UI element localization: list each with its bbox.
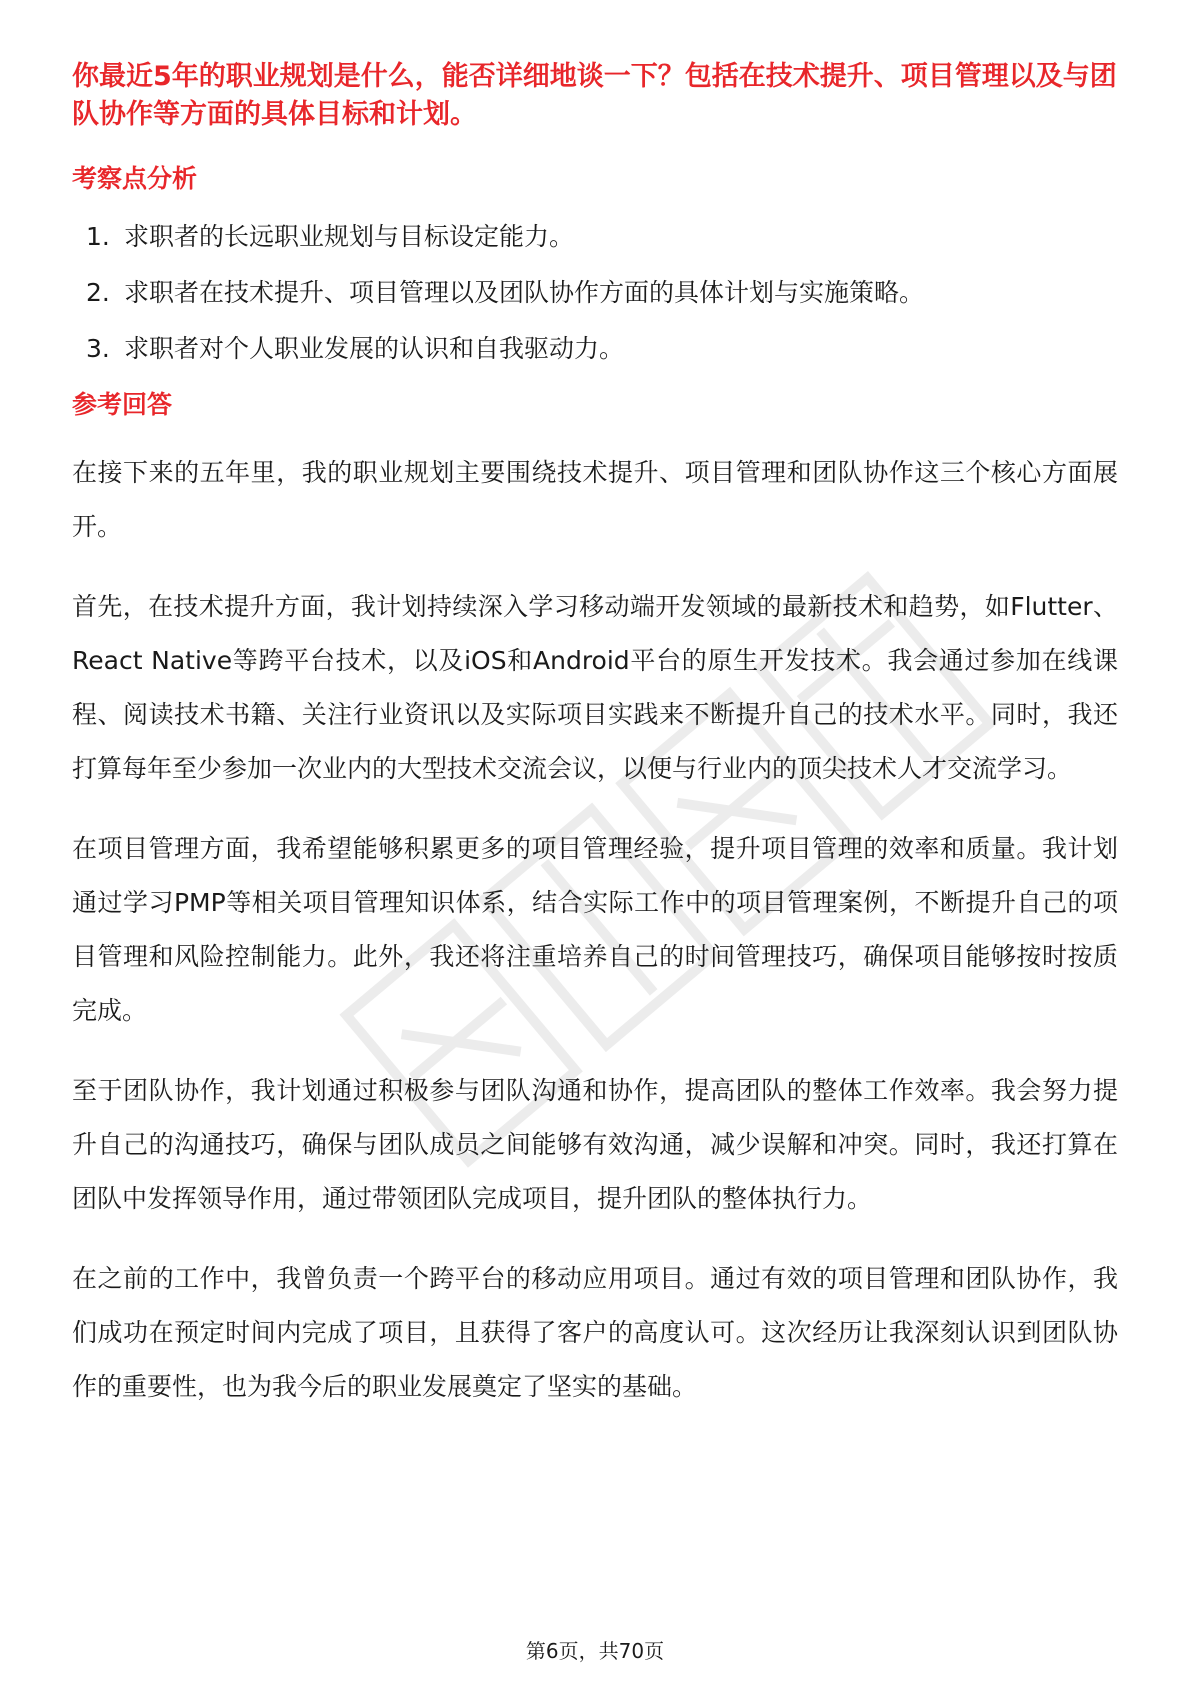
answer-paragraph: 在之前的工作中，我曾负责一个跨平台的移动应用项目。通过有效的项目管理和团队协作，我们成功在预定时间内完成了项目，且获得了客户的高度认可。这次经历让我深刻认识到团队协作的重要性，也为我今后的职业发展奠定了坚实的基础。 [72,1264,1118,1401]
page-number: 第6页，共70页 [525,1639,665,1663]
answer-paragraph: 至于团队协作，我计划通过积极参与团队沟通和协作，提高团队的整体工作效率。我会努力提升自己的沟通技巧，确保与团队成员之间能够有效沟通，减少误解和冲突。同时，我还打算在团队中发挥领导作用，通过带领团队完成项目，提升团队的整体执行力。 [72,1076,1118,1213]
list-item-text: 求职者在技术提升、项目管理以及团队协作方面的具体计划与实施策略。 [124,278,925,307]
list-item [72,276,1118,310]
answer-paragraph: 在接下来的五年里，我的职业规划主要围绕技术提升、项目管理和团队协作这三个核心方面展开。 [72,458,1118,541]
analysis-heading: 考察点分析 [72,164,198,193]
list-item [72,332,1118,366]
list-item-number: 2. [86,278,110,307]
list-item-text: 求职者对个人职业发展的认识和自我驱动力。 [124,334,625,363]
answer-heading: 参考回答 [72,390,173,419]
list-item-number: 3. [86,334,110,363]
answer-paragraph: 首先，在技术提升方面，我计划持续深入学习移动端开发领域的最新技术和趋势，如Flutter、React Native等跨平台技术，以及iOS和Android平台的原生开发技术。我会通过参加在线课程、阅读技术书籍、关注行业资讯以及实际项目实践来不断提升自己的技术水平。同时，我还打算每年至少参加一次业内的大型技术交流会议，以便与行业内的顶尖技术人才交流学习。 [72,592,1118,783]
list-item-number: 1. [86,222,110,251]
analysis-list [72,220,1118,366]
list-item [72,220,1118,254]
list-item-text: 求职者的长远职业规划与目标设定能力。 [124,222,575,251]
interview-question: 你最近5年的职业规划是什么，能否详细地谈一下？包括在技术提升、项目管理以及与团队协作等方面的具体目标和计划。 [72,61,1117,130]
document-content [72,58,1118,1414]
answer-paragraph: 在项目管理方面，我希望能够积累更多的项目管理经验，提升项目管理的效率和质量。我计划通过学习PMP等相关项目管理知识体系，结合实际工作中的项目管理案例，不断提升自己的项目管理和风险控制能力。此外，我还将注重培养自己的时间管理技巧，确保项目能够按时按质完成。 [72,834,1118,1025]
